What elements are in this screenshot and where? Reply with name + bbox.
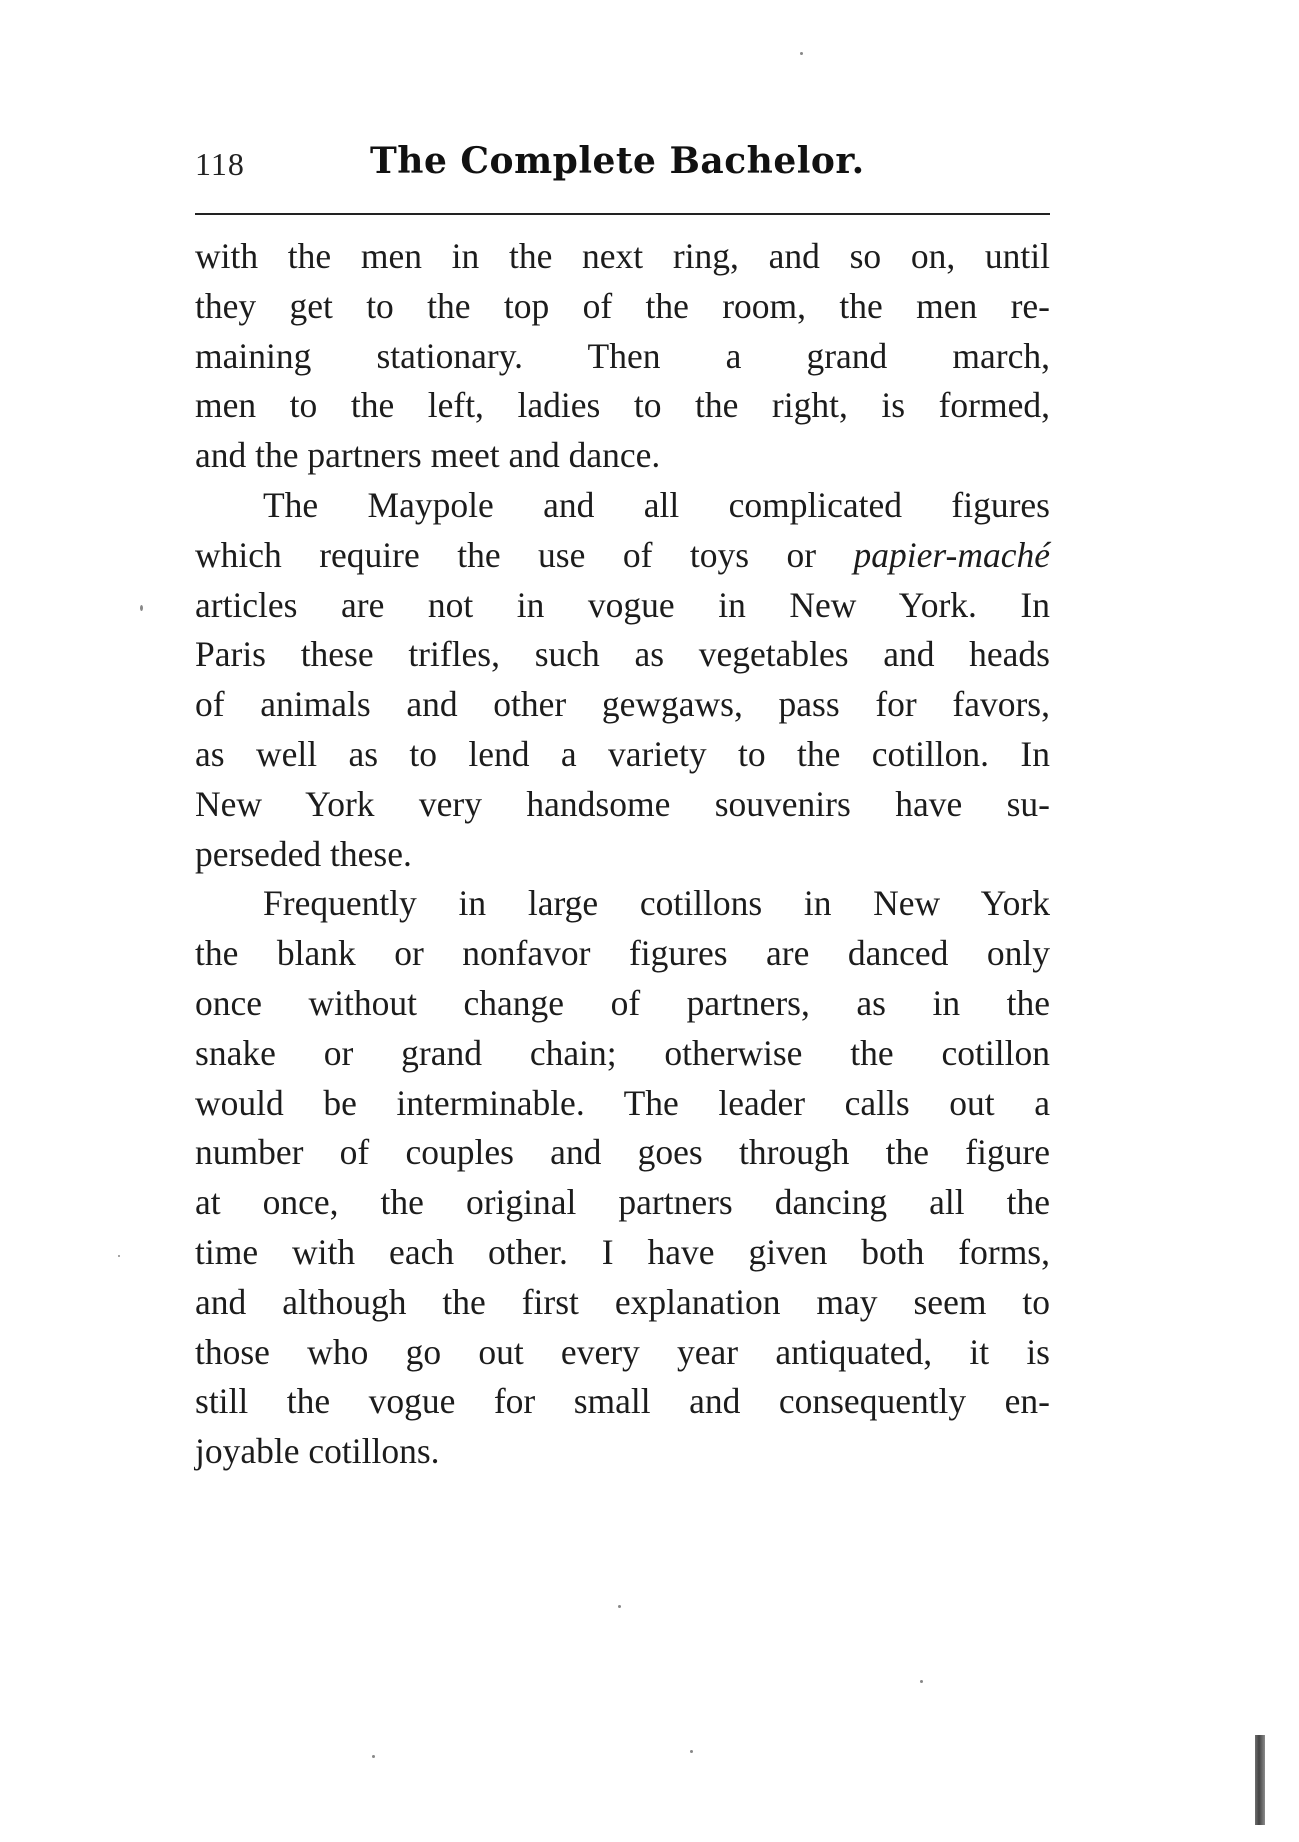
header-rule [195,213,1050,215]
text-fragment: which require the use of toys or [195,534,854,575]
text-line: they get to the top of the room, the men re- [195,285,1050,326]
text-line: New York very handsome souvenirs have su- [195,783,1050,824]
text-line: those who go out every year antiquated, it is [195,1331,1050,1372]
text-line: still the vogue for small and consequently en- [195,1381,1050,1422]
paragraph-2 [195,481,1050,879]
scan-speck [140,605,143,611]
italic-phrase: papier-maché [853,534,1050,575]
text-line: and the partners meet and dance. [195,435,661,476]
page-header [195,140,1050,200]
scan-speck [690,1750,693,1753]
text-line: number of couples and goes through the figure [195,1132,1050,1173]
text-line: as well as to lend a variety to the cotillon. In [195,733,1050,774]
text-line: Paris these trifles, such as vegetables and heads [195,634,1050,675]
text-line: articles are not in vogue in New York. In [195,584,1050,625]
scan-speck [118,1255,120,1257]
page-edge-shadow [1255,1735,1265,1825]
text-line: The Maypole and all complicated figures [263,484,1050,525]
body-text [195,232,1050,1477]
paragraph-3 [195,879,1050,1477]
scan-speck [920,1680,923,1683]
text-line-with-italic [195,531,1050,581]
text-line: snake or grand chain; otherwise the cotillon [195,1032,1050,1073]
text-line: would be interminable. The leader calls out a [195,1082,1050,1123]
scan-speck [618,1605,621,1608]
page-number: 118 [195,146,245,182]
running-title: The Complete Bachelor. [370,140,865,182]
text-line: joyable cotillons. [195,1431,440,1472]
paragraph-1 [195,232,1050,481]
text-line: time with each other. I have given both forms, [195,1231,1050,1272]
text-line: maining stationary. Then a grand march, [195,335,1050,376]
text-line: with the men in the next ring, and so on, until [195,236,1050,276]
text-line: men to the left, ladies to the right, is formed, [195,385,1050,426]
text-line: at once, the original partners dancing all the [195,1182,1050,1223]
text-line: of animals and other gewgaws, pass for favors, [195,684,1050,725]
text-line: perseded these. [195,833,412,874]
scan-speck [372,1755,375,1758]
scan-speck [800,52,803,55]
text-line: once without change of partners, as in the [195,982,1050,1023]
text-line: the blank or nonfavor figures are danced only [195,933,1050,974]
text-line: Frequently in large cotillons in New York [263,883,1050,924]
text-line: and although the first explanation may seem to [195,1281,1050,1322]
